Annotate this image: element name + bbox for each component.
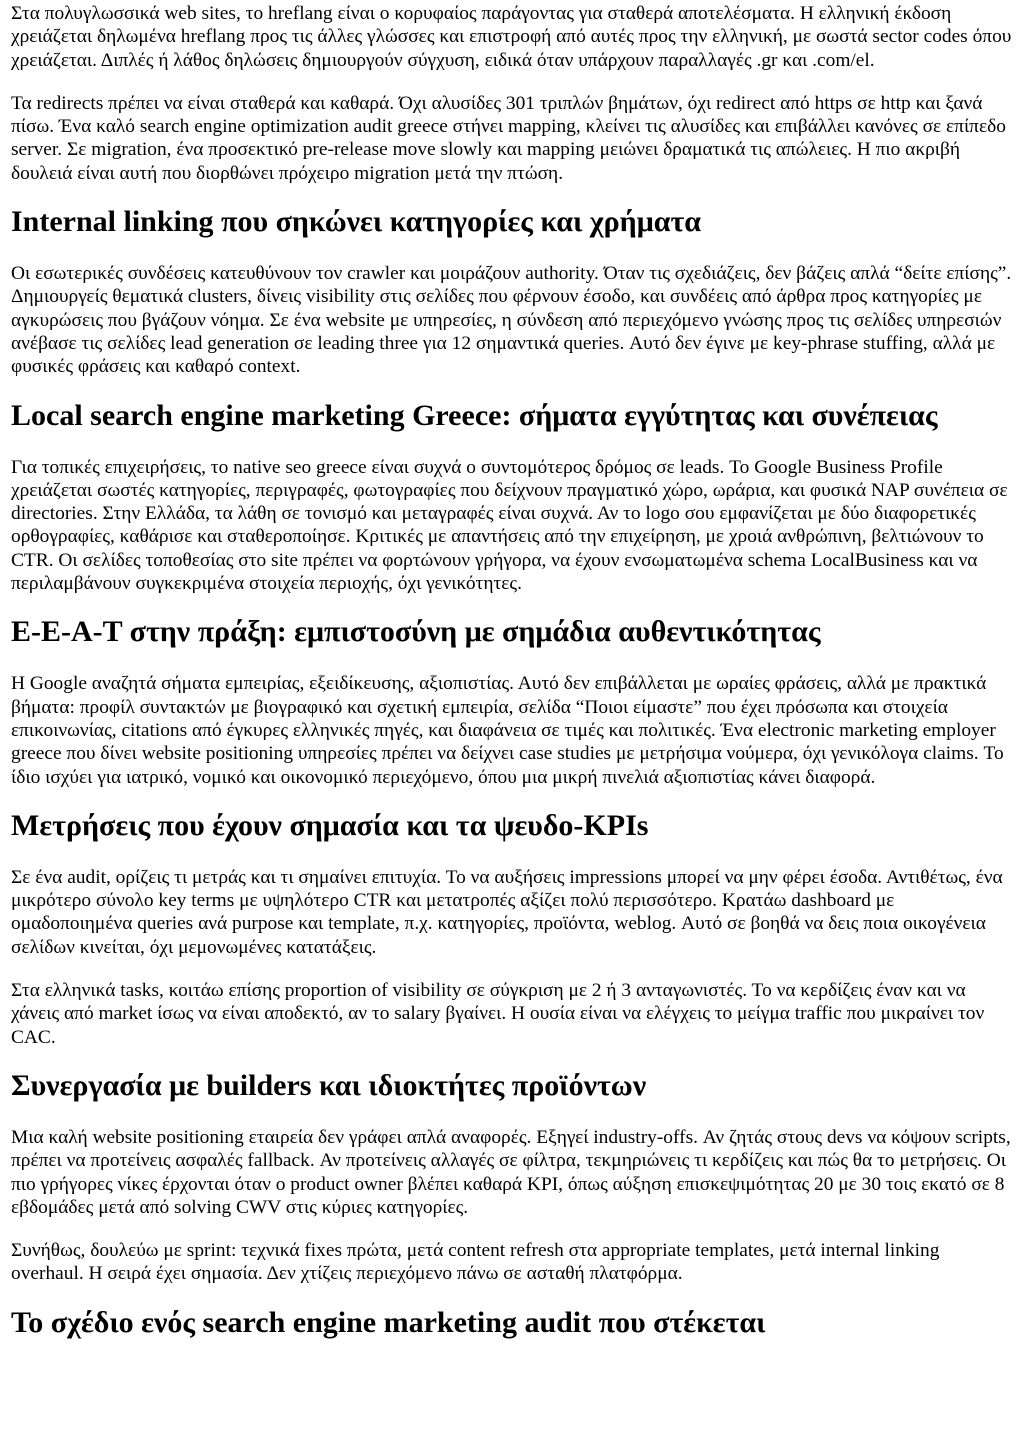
paragraph: Για τοπικές επιχειρήσεις, το native seo greece είναι συχνά ο συντομότερος δρόμος σε leads. Το Google Business Profile χρειάζεται σωστές κατηγορίες, περιγραφές, φωτογραφίες που δείχνουν πραγματικό χώρο, ωράρια, και φυσικά NAP συνέπεια σε directories. Στην Ελλάδα, τα λάθη σε τονισμό και μεταγραφές είναι συχνά. Αν το logo σου εμφανίζεται με δύο διαφορετικές ορθογραφίες, καθάρισε και σταθεροποίησε. Κριτικές με απαντήσεις από την επιχείρηση, με χροιά ανθρώπινη, βελτιώνουν το CTR. Οι σελίδες τοποθεσίας στο site πρέπει να φορτώνουν γρήγορα, να έχουν ενσωματωμένα schema LocalBusiness και να περιλαμβάνουν συγκεκριμένα στοιχεία περιοχής, όχι γενικότητες. bbox=[11, 456, 1008, 595]
paragraph: Οι εσωτερικές συνδέσεις κατευθύνουν τον crawler και μοιράζουν authority. Όταν τις σχεδιάζεις, δεν βάζεις απλά “δείτε επίσης”. Δημιουργείς θεματικά clusters, δίνεις visibility στις σελίδες που φέρνουν έσοδο, και συνδέεις από άρθρα προς κατηγορίες με αγκυρώσεις που βγάζουν νόημα. Σε ένα website με υπηρεσίες, η σύνδεση από περιεχόμενο γνώσης προς τις σελίδες υπηρεσιών ανέβασε τις σελίδες lead generation σε leading three για 12 σημαντικά queries. Αυτό δεν έγινε με key-phrase stuffing, αλλά με φυσικές φράσεις και καθαρό context. bbox=[11, 263, 1012, 378]
section-heading: Internal linking που σηκώνει κατηγορίες και χρήματα bbox=[11, 205, 702, 239]
section-heading: E-E-A-T στην πράξη: εμπιστοσύνη με σημάδια αυθεντικότητας bbox=[11, 615, 821, 649]
paragraph: Τα redirects πρέπει να είναι σταθερά και καθαρά. Όχι αλυσίδες 301 τριπλών βημάτων, όχι redirect από https σε http και ξανά πίσω. Ένα καλό search engine optimization audit greece στήνει mapping, κλείνει τις αλυσίδες και επιβάλλει κανόνες σε επίπεδο server. Σε migration, ένα προσεκτικό pre-release move slowly και mapping μειώνει δραματικά τις απώλειες. Η πιο ακριβή δουλειά είναι αυτή που διορθώνει πρόχειρο migration μετά την πτώση. bbox=[11, 92, 1006, 184]
paragraph: Στα ελληνικά tasks, κοιτάω επίσης proportion of visibility σε σύγκριση με 2 ή 3 ανταγωνιστές. Το να κερδίζεις έναν και να χάνεις από market ίσως να είναι αποδεκτό, αν το salary βγαίνει. Η ουσία είναι να ελέγχεις το μείγμα traffic που μικραίνει τον CAC. bbox=[11, 980, 985, 1048]
section-heading: Συνεργασία με builders και ιδιοκτήτες προϊόντων bbox=[11, 1068, 647, 1102]
paragraph: Η Google αναζητά σήματα εμπειρίας, εξειδίκευσης, αξιοπιστίας. Αυτό δεν επιβάλλεται με ωραίες φράσεις, αλλά με πρακτικά βήματα: προφίλ συντακτών με βιογραφικό και σχετική εμπειρία, σελίδα “Ποιοι είμαστε” που έχει πρόσωπα και στοιχεία επικοινωνίας, citations από έγκυρες ελληνικές πηγές, και διαφάνεια σε τιμές και πολιτικές. Ένα electronic marketing employer greece που δίνει website positioning υπηρεσίες πρέπει να δείχνει case studies με μετρήσιμα νούμερα, όχι γενικόλογα claims. Το ίδιο ισχύει για ιατρικό, νομικό και οικονομικό περιεχόμενο, όπου μια μικρή πινελιά αξιοπιστίας κάνει διαφορά. bbox=[11, 673, 1004, 788]
section-heading: Μετρήσεις που έχουν σημασία και τα ψευδο-KPIs bbox=[11, 808, 649, 842]
article-body bbox=[0, 2, 1024, 1340]
section-heading: Local search engine marketing Greece: σήματα εγγύτητας και συνέπειας bbox=[11, 398, 938, 432]
paragraph: Συνήθως, δουλεύω με sprint: τεχνικά fixes πρώτα, μετά content refresh στα appropriate templates, μετά internal linking overhaul. Η σειρά έχει σημασία. Δεν χτίζεις περιεχόμενο πάνω σε ασταθή πλατφόρμα. bbox=[11, 1240, 940, 1285]
paragraph: Στα πολυγλωσσικά web sites, το hreflang είναι ο κορυφαίος παράγοντας για σταθερά αποτελέσματα. Η ελληνική έκδοση χρειάζεται δηλωμένα hreflang προς τις άλλες γλώσσες και επιστροφή από αυτές προς την ελληνική, με σωστά sector codes όπου χρειάζεται. Διπλές ή λάθος δηλώσεις δημιουργούν σύγχυση, ειδικά όταν υπάρχουν παραλλαγές .gr και .com/el. bbox=[11, 3, 1012, 71]
paragraph: Μια καλή website positioning εταιρεία δεν γράφει απλά αναφορές. Εξηγεί industry-offs. Αν ζητάς στους devs να κόψουν scripts, πρέπει να προτείνεις ασφαλές fallback. Αν προτείνεις αλλαγές σε φίλτρα, τεκμηριώνεις τι κερδίζεις και πώς θα το μετρήσεις. Οι πιο γρήγορες νίκες έρχονται όταν ο product owner βλέπει καθαρά KPI, όπως αύξηση επισκεψιμότητας 20 με 30 τοις εκατό σε 8 εβδομάδες μετά από solving CWV στις κύριες κατηγορίες. bbox=[11, 1126, 1011, 1218]
section-heading: Το σχέδιο ενός search engine marketing audit που στέκεται bbox=[11, 1305, 766, 1339]
paragraph: Σε ένα audit, ορίζεις τι μετράς και τι σημαίνει επιτυχία. Το να αυξήσεις impressions μπορεί να μην φέρει έσοδα. Αντιθέτως, ένα μικρότερο σύνολο key terms με υψηλότερο CTR και μετατροπές αξίζει πολύ περισσότερο. Κρατάω dashboard με ομαδοποιημένα queries ανά purpose και template, π.χ. κατηγορίες, προϊόντα, weblog. Αυτό σε βοηθά να δεις ποια οικογένεια σελίδων κινείται, όχι μεμονωμένες κατατάξεις. bbox=[11, 866, 1003, 958]
